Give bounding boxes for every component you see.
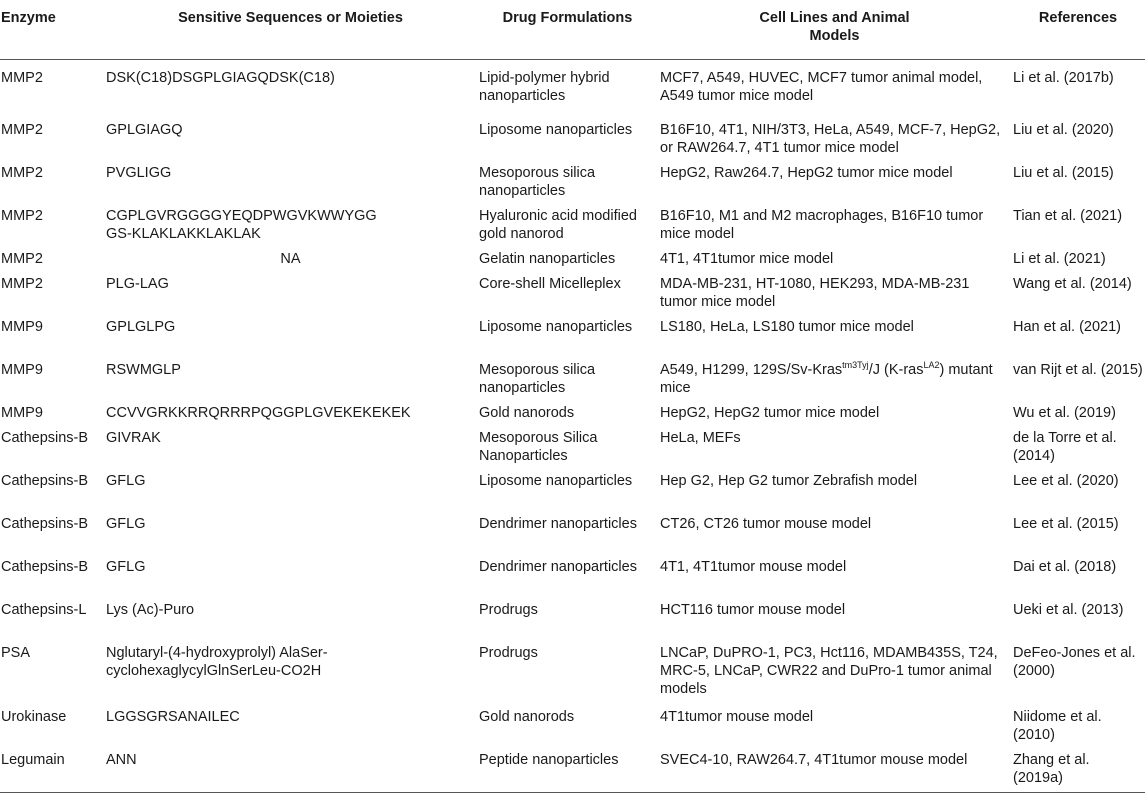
cell-formulation: Core-shell Micelleplex	[479, 275, 621, 292]
table-row	[0, 200, 1145, 243]
cell-enzyme: PSA	[1, 644, 31, 661]
table-row	[0, 508, 1145, 551]
cell-enzyme: Cathepsins-B	[1, 515, 89, 532]
cell-models: 4T1tumor mouse model	[660, 708, 814, 725]
cell-sequence: LGGSGRSANAILEC	[106, 708, 240, 725]
cell-reference: Liu et al. (2020)	[1013, 121, 1114, 138]
cell-reference: Ueki et al. (2013)	[1013, 601, 1124, 618]
cell-formulation: Gelatin nanoparticles	[479, 250, 616, 267]
cell-enzyme: MMP9	[1, 318, 43, 335]
cell-enzyme: MMP9	[1, 404, 43, 421]
cell-formulation: Lipid-polymer hybrid nanoparticles	[479, 70, 610, 104]
cell-models: MCF7, A549, HUVEC, MCF7 tumor animal model, A549 tumor mice model	[660, 70, 983, 104]
cell-sequence: Nglutaryl-(4-hydroxyprolyl) AlaSer-cyclohexaglycylGlnSerLeu-CO2H	[106, 644, 328, 679]
cell-reference: Zhang et al. (2019a)	[1011, 744, 1145, 793]
cell-enzyme: MMP2	[1, 164, 43, 181]
header-models: Cell Lines and Animal Models	[658, 0, 1011, 60]
cell-enzyme: Cathepsins-L	[1, 601, 87, 618]
cell-formulation: Liposome nanoparticles	[479, 472, 633, 489]
cell-sequence: GPLGLPG	[106, 318, 176, 335]
cell-formulation: Liposome nanoparticles	[479, 318, 633, 335]
cell-enzyme: Legumain	[0, 744, 104, 793]
cell-enzyme: MMP2	[1, 275, 43, 292]
cell-enzyme: MMP2	[1, 70, 43, 86]
cell-models: B16F10, M1 and M2 macrophages, B16F10 tumor mice model	[660, 207, 984, 242]
cell-formulation: Hyaluronic acid modified gold nanorod	[479, 207, 637, 242]
cell-reference: de la Torre et al. (2014)	[1013, 429, 1117, 464]
cell-sequence: ANN	[104, 744, 477, 793]
cell-enzyme: MMP9	[1, 361, 43, 378]
cell-sequence: RSWMGLP	[106, 361, 181, 378]
models-text-post: ) mutant mice	[660, 361, 993, 396]
header-sequences: Sensitive Sequences or Moieties	[104, 0, 477, 60]
table-row	[0, 594, 1145, 637]
table-row	[0, 551, 1145, 594]
cell-enzyme: Cathepsins-B	[1, 429, 89, 446]
table-row	[0, 701, 1145, 744]
cell-reference: Wang et al. (2014)	[1013, 275, 1132, 292]
cell-enzyme: MMP2	[1, 207, 43, 224]
cell-sequence: GPLGIAGQ	[106, 121, 183, 138]
cell-formulation: Prodrugs	[479, 644, 538, 661]
cell-models: Hep G2, Hep G2 tumor Zebrafish model	[660, 472, 918, 489]
cell-sequence: DSK(C18)DSGPLGIAGQDSK(C18)	[106, 70, 335, 86]
cell-models: 4T1, 4T1tumor mouse model	[660, 558, 847, 575]
cell-models: HCT116 tumor mouse model	[660, 601, 846, 618]
cell-sequence: GIVRAK	[106, 429, 161, 446]
models-sup-allele: tm3Tyj	[842, 359, 869, 370]
cell-reference: Dai et al. (2018)	[1013, 558, 1117, 575]
cell-reference: Liu et al. (2015)	[1013, 164, 1114, 181]
cell-reference: Han et al. (2021)	[1013, 318, 1122, 335]
cell-formulation: Prodrugs	[479, 601, 538, 618]
cell-reference: Lee et al. (2015)	[1013, 515, 1119, 532]
cell-sequence: Lys (Ac)-Puro	[106, 601, 195, 618]
cell-reference: Wu et al. (2019)	[1013, 404, 1116, 421]
cell-enzyme: Urokinase	[1, 708, 67, 725]
cell-reference: Li et al. (2021)	[1013, 250, 1106, 267]
cell-sequence: PVGLIGG	[106, 164, 172, 181]
cell-sequence: CGPLGVRGGGGYEQDPWGVKWWYGGGS-KLAKLAKKLAKLAK	[106, 207, 377, 242]
cell-formulation: Gold nanorods	[479, 708, 575, 725]
table-row	[0, 422, 1145, 465]
cell-sequence: GFLG	[106, 558, 146, 575]
cell-models: HeLa, MEFs	[660, 429, 741, 446]
table-row	[0, 243, 1145, 268]
cell-formulation: Liposome nanoparticles	[479, 121, 633, 138]
cell-sequence: GFLG	[106, 472, 146, 489]
table-row	[0, 465, 1145, 508]
cell-reference: Lee et al. (2020)	[1013, 472, 1119, 489]
header-enzyme: Enzyme	[0, 0, 104, 60]
cell-formulation: Mesoporous Silica Nanoparticles	[479, 429, 598, 464]
cell-models	[658, 354, 1011, 397]
cell-models: SVEC4-10, RAW264.7, 4T1tumor mouse model	[658, 744, 1011, 793]
cell-sequence: PLG-LAG	[106, 275, 169, 292]
cell-models: LNCaP, DuPRO-1, PC3, Hct116, MDAMB435S, T24, MRC-5, LNCaP, CWR22 and DuPro-1 tumor animal models	[660, 644, 998, 697]
cell-formulation: Mesoporous silica nanoparticles	[479, 164, 596, 199]
table-row	[0, 354, 1145, 397]
cell-models: CT26, CT26 tumor mouse model	[660, 515, 872, 532]
cell-formulation: Gold nanorods	[479, 404, 575, 421]
models-sup-la2: LA2	[923, 359, 940, 370]
cell-enzyme: MMP2	[1, 250, 43, 267]
cell-reference: van Rijt et al. (2015)	[1013, 361, 1143, 378]
cell-models: B16F10, 4T1, NIH/3T3, HeLa, A549, MCF-7, HepG2, or RAW264.7, 4T1 tumor mice model	[660, 121, 1001, 156]
cell-sequence: NA	[280, 250, 301, 267]
cell-sequence: CCVVGRKKRRQRRRPQGGPLGVEKEKEKEK	[106, 404, 411, 421]
cell-models: LS180, HeLa, LS180 tumor mice model	[660, 318, 914, 335]
cell-models: 4T1, 4T1tumor mice model	[660, 250, 834, 267]
table-body	[0, 60, 1145, 793]
cell-models: HepG2, HepG2 tumor mice model	[660, 404, 880, 421]
table-row	[0, 114, 1145, 157]
table-row	[0, 397, 1145, 422]
header-references: References	[1011, 0, 1145, 60]
header-row	[0, 0, 1145, 60]
table-row	[0, 60, 1145, 114]
cell-reference: Li et al. (2017b)	[1013, 70, 1114, 86]
table-header	[0, 0, 1145, 60]
table-row	[0, 268, 1145, 311]
cell-formulation: Mesoporous silica nanoparticles	[479, 361, 596, 396]
cell-models: MDA-MB-231, HT-1080, HEK293, MDA-MB-231 tumor mice model	[660, 275, 970, 310]
cell-reference: DeFeo-Jones et al. (2000)	[1013, 644, 1136, 679]
table-row	[0, 637, 1145, 701]
table-row	[0, 311, 1145, 354]
cell-sequence: GFLG	[106, 515, 146, 532]
cell-enzyme: Cathepsins-B	[1, 472, 89, 489]
models-text-pre: A549, H1299, 129S/Sv-Kras	[660, 361, 843, 378]
cell-reference: Tian et al. (2021)	[1013, 207, 1123, 224]
header-formulations: Drug Formulations	[477, 0, 658, 60]
models-text-mid: /J (K-ras	[868, 361, 924, 378]
cell-enzyme: MMP2	[1, 121, 43, 138]
cell-models: HepG2, Raw264.7, HepG2 tumor mice model	[660, 164, 953, 181]
cell-reference: Niidome et al. (2010)	[1013, 708, 1102, 743]
table-row	[0, 157, 1145, 200]
cell-formulation: Dendrimer nanoparticles	[479, 558, 637, 575]
cell-formulation: Peptide nanoparticles	[477, 744, 658, 793]
cell-enzyme: Cathepsins-B	[1, 558, 89, 575]
cell-formulation: Dendrimer nanoparticles	[479, 515, 637, 532]
